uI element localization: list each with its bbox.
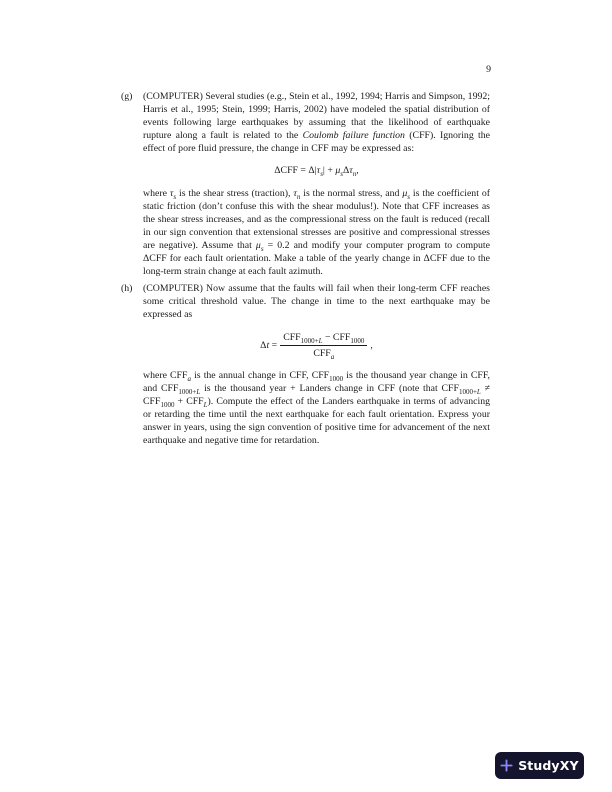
equation-delta-t-tail: , (370, 339, 373, 351)
fraction-numerator (280, 331, 367, 346)
problem-body-g (143, 90, 490, 278)
text-run: ≠ CFF (143, 382, 491, 407)
paragraph-g-body (143, 187, 490, 279)
equation-delta-cff-text (274, 165, 359, 179)
text-run: τ (169, 187, 174, 199)
logo-text-xy: XY (559, 758, 579, 773)
text-run: Δ (260, 339, 267, 351)
text-run: , (356, 165, 359, 177)
text-run: s (260, 244, 264, 253)
text-run: where CFF (143, 369, 188, 381)
plus-icon (500, 759, 513, 772)
text-run: μ (335, 165, 341, 177)
paragraph-g-intro (143, 90, 490, 155)
text-run: L (196, 387, 201, 396)
text-run: 1000+ (458, 387, 477, 396)
text-run: 1000 (329, 374, 344, 383)
problem-label-h: (h) (121, 283, 133, 295)
text-run: + CFF (174, 395, 204, 407)
text-run: s (173, 192, 177, 201)
text-run: s (407, 192, 411, 201)
page-number: 9 (486, 64, 491, 75)
paragraph-h-body (143, 369, 490, 448)
text-run: μ (255, 239, 261, 251)
text-run: | + (322, 165, 336, 177)
text-run: where (143, 187, 170, 199)
paragraph-h-intro (143, 282, 490, 321)
text-run: t (266, 339, 270, 351)
problem-list (121, 90, 490, 451)
text-run: τ (316, 165, 321, 177)
text-run: CFF (283, 331, 301, 343)
text-run: L (203, 400, 208, 409)
text-run: (CFF). Ignoring the effect of pore fluid pressure, the change in CFF may be expressed as: (143, 130, 490, 155)
text-run: 1000 (160, 400, 175, 409)
logo-text (518, 758, 579, 773)
text-run: τ (293, 187, 297, 199)
problem-item-g (121, 90, 490, 278)
logo-text-study: Study (518, 758, 560, 773)
problem-item-h (121, 282, 490, 447)
text-run: L (476, 387, 481, 396)
text-run: ΔCFF = Δ| (274, 165, 317, 177)
text-run: ). Compute the effect of the Landers earthquake in terms of advancing or retarding the time until the next earthquake for each fault orientation. Express your answer in years, using the sign convention of positive time for advancement of the next earthquake and negative time for retardation. (143, 395, 491, 447)
text-run: 1000+ (178, 387, 197, 396)
studyxy-logo (495, 752, 584, 779)
text-run: 1000+ (300, 336, 319, 345)
equation-delta-cff (143, 164, 490, 177)
text-run: is the shear stress (traction), (176, 187, 294, 199)
text-run: CFF (313, 347, 331, 359)
text-run: L (318, 336, 323, 345)
text-run: 1000 (350, 336, 365, 345)
text-run: (COMPUTER) Several studies (e.g., Stein et al., 1992, 1994; Harris and Simpson, 1992; Harris et al., 1995; Stein, 1999; Harris, 2002) have modeled the spatial distribution of events following large earthquakes by assuming that the likelihood of earthquake rupture along a fault is related to the (143, 91, 490, 142)
text-run: n (296, 192, 301, 201)
text-run: = 0.2 and modify your computer program to compute ΔCFF for each fault orientation. Make a table of the yearly change in ΔCFF due to the long-term strain change at each fault azimuth. (143, 239, 490, 278)
text-run: is the coefficient of static friction (don’t confuse this with the shear modulus!). Note that CFF increases as the shear stress increases, and as the compressional stress on the fault is reduced (recall in our sign convention that extensional stresses are positive and compressional stresses are negative). Assume that (143, 187, 490, 251)
text-run: Coulomb failure function (302, 130, 405, 142)
equation-delta-t (143, 331, 490, 360)
text-run: is the thousand year + Landers change in CFF (note that CFF (200, 382, 459, 394)
text-run: a (187, 374, 191, 383)
text-run: n (352, 170, 357, 179)
text-run: τ (349, 165, 353, 177)
text-run: − CFF (322, 331, 351, 343)
text-run: μ (402, 187, 408, 199)
fraction (280, 331, 367, 360)
text-run: Δ (342, 165, 350, 177)
problem-label-g: (g) (121, 91, 133, 102)
text-run: is the thousand year change in CFF, and CFF (143, 369, 490, 394)
equation-delta-t-lhs (260, 339, 277, 352)
text-run: (COMPUTER) Now assume that the faults will fail when their long-term CFF reaches some critical threshold value. The change in time to the next earthquake may be expressed as (143, 283, 490, 321)
text-run: is the annual change in CFF, CFF (190, 369, 330, 381)
text-run: s (320, 170, 323, 179)
text-run: = (269, 339, 278, 351)
text-run: s (340, 170, 343, 179)
text-run: a (330, 352, 335, 361)
problem-body-h (143, 282, 490, 447)
fraction-denominator (280, 346, 367, 360)
text-run: is the normal stress, and (300, 187, 403, 199)
